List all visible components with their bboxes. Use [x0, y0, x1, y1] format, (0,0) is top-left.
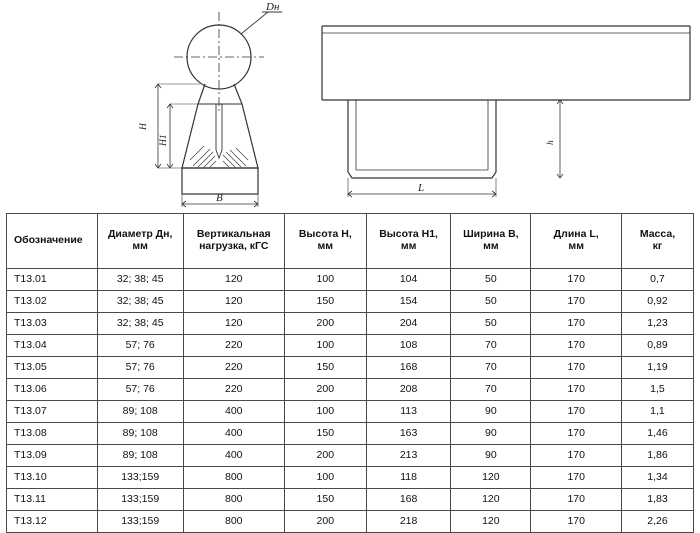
label-height-h1: H1 — [159, 134, 169, 146]
cell-width-b: 70 — [451, 335, 531, 357]
cell-width-b: 50 — [451, 291, 531, 313]
cell-height-h1: 168 — [366, 357, 450, 379]
table-row — [7, 291, 694, 313]
cell-height-h: 150 — [284, 357, 366, 379]
cell-length-l: 170 — [531, 467, 622, 489]
column-header-height-h: Высота H, мм — [284, 214, 366, 269]
cell-length-l: 170 — [531, 291, 622, 313]
cell-mass: 1,46 — [621, 423, 693, 445]
cell-designation: Т13.02 — [7, 291, 98, 313]
cell-length-l: 170 — [531, 489, 622, 511]
cell-mass: 1,23 — [621, 313, 693, 335]
cell-vertical-load: 120 — [183, 313, 284, 335]
cell-width-b: 90 — [451, 445, 531, 467]
column-header-width-b: Ширина B, мм — [451, 214, 531, 269]
cell-mass: 1,34 — [621, 467, 693, 489]
cell-designation: Т13.04 — [7, 335, 98, 357]
table-row — [7, 467, 694, 489]
cell-height-h1: 154 — [366, 291, 450, 313]
cell-diameter: 89; 108 — [97, 445, 183, 467]
cell-length-l: 170 — [531, 313, 622, 335]
column-header-length-l: Длина L, мм — [531, 214, 622, 269]
cell-height-h1: 108 — [366, 335, 450, 357]
cell-diameter: 133;159 — [97, 489, 183, 511]
cell-designation: Т13.11 — [7, 489, 98, 511]
cell-length-l: 170 — [531, 511, 622, 533]
cell-length-l: 170 — [531, 401, 622, 423]
cell-vertical-load: 400 — [183, 445, 284, 467]
label-height-h-right: h — [546, 140, 556, 145]
cell-diameter: 57; 76 — [97, 379, 183, 401]
column-header-height-h1: Высота H1, мм — [366, 214, 450, 269]
cell-vertical-load: 800 — [183, 467, 284, 489]
cell-mass: 0,7 — [621, 269, 693, 291]
body-slot-bottom — [216, 150, 222, 158]
cell-designation: Т13.03 — [7, 313, 98, 335]
cell-mass: 1,83 — [621, 489, 693, 511]
cell-height-h1: 204 — [366, 313, 450, 335]
cell-designation: Т13.12 — [7, 511, 98, 533]
column-header-mass: Масса, кг — [621, 214, 693, 269]
cell-height-h1: 208 — [366, 379, 450, 401]
body-hatching — [190, 146, 248, 167]
table-row — [7, 401, 694, 423]
cell-diameter: 89; 108 — [97, 423, 183, 445]
cell-height-h: 100 — [284, 335, 366, 357]
diameter-leader — [241, 12, 268, 34]
label-width-b: B — [216, 192, 223, 204]
cell-height-h: 200 — [284, 379, 366, 401]
table-row — [7, 313, 694, 335]
support-inner-edges — [356, 100, 488, 170]
cell-height-h: 200 — [284, 313, 366, 335]
cell-designation: Т13.07 — [7, 401, 98, 423]
cell-width-b: 50 — [451, 269, 531, 291]
specification-table — [6, 213, 694, 533]
table-row — [7, 511, 694, 533]
table-header — [7, 214, 694, 269]
cell-designation: Т13.09 — [7, 445, 98, 467]
cell-width-b: 120 — [451, 489, 531, 511]
cell-diameter: 57; 76 — [97, 357, 183, 379]
column-header-diameter: Диаметр Дн, мм — [97, 214, 183, 269]
cell-diameter: 57; 76 — [97, 335, 183, 357]
cell-height-h: 100 — [284, 401, 366, 423]
cell-height-h1: 113 — [366, 401, 450, 423]
cell-vertical-load: 120 — [183, 269, 284, 291]
cell-vertical-load: 220 — [183, 335, 284, 357]
cell-height-h: 150 — [284, 423, 366, 445]
cell-length-l: 170 — [531, 423, 622, 445]
cell-height-h: 100 — [284, 467, 366, 489]
cell-height-h1: 213 — [366, 445, 450, 467]
cell-diameter: 133;159 — [97, 511, 183, 533]
cell-height-h1: 168 — [366, 489, 450, 511]
cell-vertical-load: 120 — [183, 291, 284, 313]
support-side-profile — [348, 100, 496, 178]
cell-width-b: 70 — [451, 379, 531, 401]
cell-mass: 2,26 — [621, 511, 693, 533]
cell-width-b: 50 — [451, 313, 531, 335]
table-row — [7, 423, 694, 445]
cell-height-h: 200 — [284, 445, 366, 467]
table-row — [7, 445, 694, 467]
cell-length-l: 170 — [531, 357, 622, 379]
cell-diameter: 32; 38; 45 — [97, 269, 183, 291]
cell-height-h: 200 — [284, 511, 366, 533]
cell-designation: Т13.01 — [7, 269, 98, 291]
cell-width-b: 120 — [451, 467, 531, 489]
cell-length-l: 170 — [531, 269, 622, 291]
base-plate — [182, 168, 258, 194]
cell-diameter: 89; 108 — [97, 401, 183, 423]
cell-width-b: 120 — [451, 511, 531, 533]
cell-mass: 1,5 — [621, 379, 693, 401]
cell-designation: Т13.06 — [7, 379, 98, 401]
cell-designation: Т13.10 — [7, 467, 98, 489]
technical-drawing — [0, 0, 700, 212]
cell-length-l: 170 — [531, 445, 622, 467]
cell-height-h1: 218 — [366, 511, 450, 533]
cell-width-b: 90 — [451, 423, 531, 445]
cell-designation: Т13.08 — [7, 423, 98, 445]
cell-designation: Т13.05 — [7, 357, 98, 379]
cell-height-h: 150 — [284, 489, 366, 511]
cell-vertical-load: 220 — [183, 379, 284, 401]
label-length-l: L — [418, 182, 425, 194]
table-header-row — [7, 214, 694, 269]
cell-length-l: 170 — [531, 379, 622, 401]
cell-width-b: 90 — [451, 401, 531, 423]
cell-vertical-load: 800 — [183, 511, 284, 533]
cell-vertical-load: 800 — [183, 489, 284, 511]
cell-height-h: 100 — [284, 269, 366, 291]
cell-vertical-load: 400 — [183, 423, 284, 445]
table-row — [7, 269, 694, 291]
cell-height-h1: 163 — [366, 423, 450, 445]
table-body — [7, 269, 694, 533]
cell-mass: 0,92 — [621, 291, 693, 313]
cell-width-b: 70 — [451, 357, 531, 379]
cell-diameter: 133;159 — [97, 467, 183, 489]
table-row — [7, 357, 694, 379]
cell-mass: 1,19 — [621, 357, 693, 379]
cell-mass: 0,89 — [621, 335, 693, 357]
cell-mass: 1,1 — [621, 401, 693, 423]
cell-mass: 1,86 — [621, 445, 693, 467]
cell-vertical-load: 220 — [183, 357, 284, 379]
cell-height-h1: 118 — [366, 467, 450, 489]
cell-height-h1: 104 — [366, 269, 450, 291]
column-header-vertical-load: Вертикальная нагрузка, кГС — [183, 214, 284, 269]
cell-vertical-load: 400 — [183, 401, 284, 423]
table-row — [7, 335, 694, 357]
column-header-designation: Обозначение — [7, 214, 98, 269]
table-row — [7, 489, 694, 511]
cell-height-h: 150 — [284, 291, 366, 313]
cell-length-l: 170 — [531, 335, 622, 357]
label-height-h: H — [139, 123, 149, 130]
label-diameter: Dн — [266, 1, 280, 13]
cell-diameter: 32; 38; 45 — [97, 291, 183, 313]
cell-diameter: 32; 38; 45 — [97, 313, 183, 335]
drawing-svg — [0, 0, 700, 212]
table-row — [7, 379, 694, 401]
